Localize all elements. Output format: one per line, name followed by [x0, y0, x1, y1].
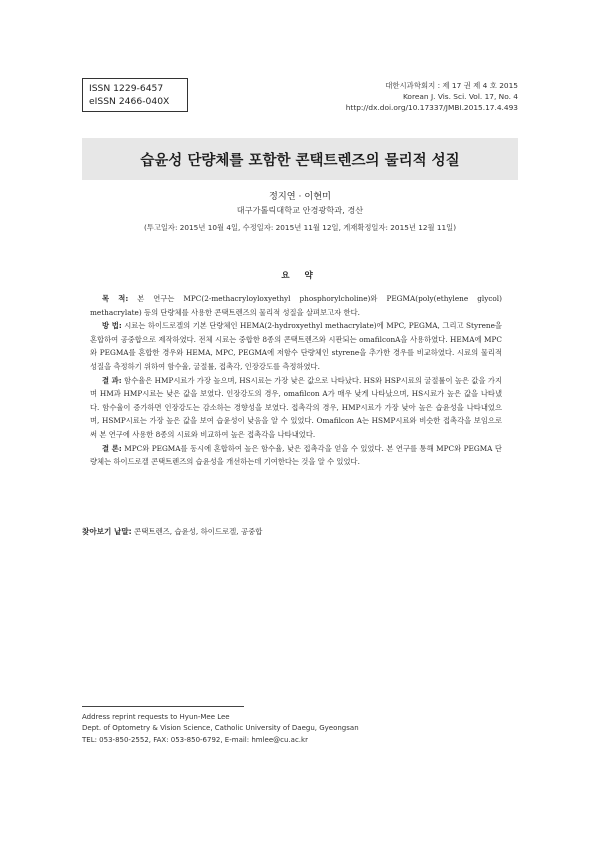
- conclusion-text: MPC와 PEGMA를 동시에 혼합하여 높은 함수율, 낮은 접촉각을 얻을 수 있었다. 본 연구를 통해 MPC와 PEGMA 단량체는 하이드로겔 콘택트렌즈의 습윤성을 개선하는데 기여한다는 것을 알 수 있었다.: [90, 443, 502, 467]
- keywords-label: 찾아보기 낱말:: [82, 527, 132, 536]
- abstract-conclusion: [90, 442, 502, 469]
- footnote-contact: TEL: 053-850-2552, FAX: 053-850-6792, E-mail: hmlee@cu.ac.kr: [82, 735, 308, 744]
- issn-print: ISSN 1229-6457: [89, 83, 164, 94]
- footnote: [82, 712, 359, 746]
- title-band: [82, 138, 518, 180]
- keywords: [82, 526, 262, 537]
- journal-citation: [346, 80, 518, 113]
- footnote-divider: [82, 706, 244, 707]
- keywords-text: 콘택트렌즈, 습윤성, 하이드로겔, 공중합: [131, 527, 263, 536]
- authors: 정지연 · 이현미: [268, 191, 331, 202]
- paper-title: 습윤성 단량체를 포함한 콘택트렌즈의 물리적 성질: [140, 152, 460, 169]
- abstract-body: [90, 292, 502, 469]
- results-label: 결 과:: [102, 375, 122, 385]
- journal-english-citation: Korean J. Vis. Sci. Vol. 17, No. 4: [402, 92, 518, 101]
- affiliation: 대구가톨릭대학교 안경광학과, 경산: [236, 205, 364, 215]
- journal-korean-citation: 대한시과학회지 : 제 17 권 제 4 호 2015: [385, 81, 518, 90]
- journal-doi: http://dx.doi.org/10.17337/JMBI.2015.17.4.493: [345, 103, 518, 112]
- purpose-label: 목 적:: [102, 294, 129, 303]
- abstract-methods: [90, 319, 502, 373]
- submission-dates: (투고일자: 2015년 10월 4일, 수정일자: 2015년 11월 12일, 게재확정일자: 2015년 12월 11일): [143, 223, 457, 232]
- footnote-address: Dept. of Optometry & Vision Science, Catholic University of Daegu, Gyeongsan: [82, 724, 359, 733]
- purpose-text: 본 연구는 MPC(2-methacryloyloxyethyl phosphorylcholine)와 PEGMA(poly(ethylene glycol) methacrylate) 등의 단량체를 사용한 콘택트렌즈의 물리적 성질을 살펴보고자 한다.: [90, 294, 502, 317]
- results-text: 함수율은 HMP시료가 가장 높으며, HS시료는 가장 낮은 값으로 나타났다. HS와 HSP시료의 굴절률이 높은 값을 가지며 HM과 HMP시료는 낮은 값을 보였다. 인장강도의 경우, omafilcon A가 매우 낮게 나타났으며, HS시료가 높은 값을 나타냈다. 함수율이 증가하면 인장강도는 감소하는 경향성을 보였다. 접촉각의 경우, HMP시료가 가장 낮아 높은 습윤성을 나타내었으며, HSMP시료는 가장 높은 값을 보여 습윤성이 낮음을 알 수 있었다. Omafilcon A는 HSMP시료와 비슷한 접촉각을 보임으로써 본 연구에 사용한 8종의 시료와 비교하여 높은 접촉각을 나타내었다.: [90, 375, 502, 439]
- issn-electronic: eISSN 2466-040X: [89, 96, 170, 107]
- issn-box: [82, 78, 188, 112]
- abstract-results: [90, 374, 502, 442]
- methods-text: 시료는 하이드로겔의 기본 단량체인 HEMA(2-hydroxyethyl methacrylate)에 MPC, PEGMA, 그리고 Styrene을 혼합하여 공중합으로 제작하였다. 전체 시료는 중합한 8종의 콘택트렌즈와 시판되는 omafilconA을 사용하였다. HEMA에 MPC와 PEGMA를 혼합한 경우와 HEMA, MPC, PEGMA에 저함수 단량체인 styrene을 추가한 경우를 비교하였다. 시료의 물리적 성질을 측정하기 위하여 함수율, 굴절률, 접촉각, 인장강도를 측정하였다.: [90, 321, 502, 371]
- abstract-heading: 요 약: [281, 271, 319, 281]
- abstract-purpose: [90, 292, 502, 319]
- footnote-reprint: Address reprint requests to Hyun-Mee Lee: [82, 713, 230, 721]
- conclusion-label: 결 론:: [102, 443, 122, 453]
- methods-label: 방 법:: [102, 321, 122, 331]
